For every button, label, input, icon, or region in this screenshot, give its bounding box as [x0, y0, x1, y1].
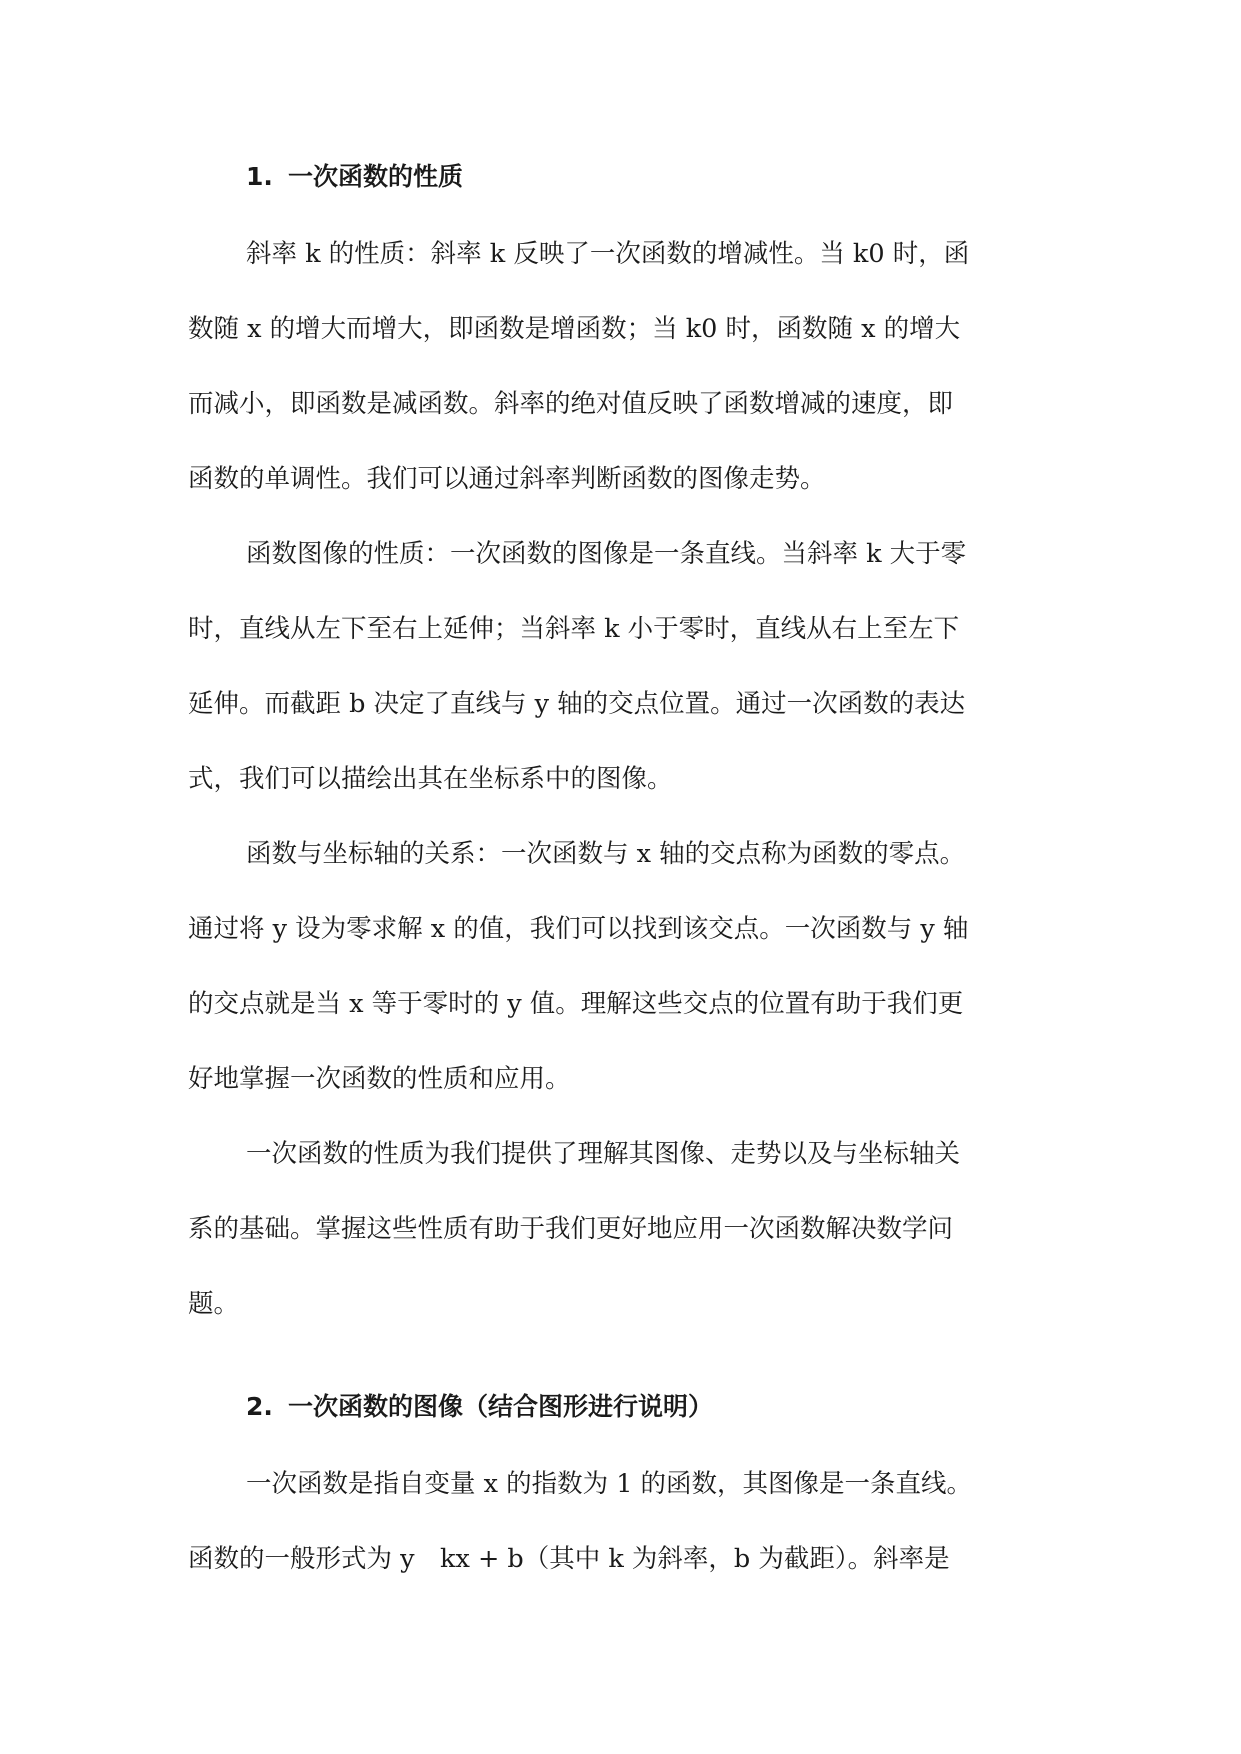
- paragraph-line: 函数的一般形式为 y kx + b（其中 k 为斜率，b 为截距）。斜率是: [188, 1544, 950, 1574]
- paragraph-graph-intro: [188, 1447, 1054, 1597]
- paragraph-line: 题。: [188, 1289, 240, 1319]
- section-1-title: 一次函数的性质: [288, 162, 464, 191]
- paragraph-line: 而减小，即函数是减函数。斜率的绝对值反映了函数增减的速度，即: [188, 389, 954, 419]
- paragraph-line: 时，直线从左下至右上延伸；当斜率 k 小于零时，直线从右上至左下: [188, 614, 960, 644]
- section-2-number: 2.: [246, 1392, 273, 1421]
- paragraph-line: 通过将 y 设为零求解 x 的值，我们可以找到该交点。一次函数与 y 轴: [188, 914, 969, 944]
- paragraph-line: 斜率 k 的性质：斜率 k 反映了一次函数的增减性。当 k0 时，函: [246, 239, 970, 269]
- paragraph-line: 延伸。而截距 b 决定了直线与 y 轴的交点位置。通过一次函数的表达: [188, 689, 966, 719]
- paragraph-line: 一次函数的性质为我们提供了理解其图像、走势以及与坐标轴关: [246, 1139, 961, 1169]
- paragraph-line: 系的基础。掌握这些性质有助于我们更好地应用一次函数解决数学问: [188, 1214, 954, 1244]
- paragraph-summary: [188, 1117, 1054, 1342]
- paragraph-line: 函数与坐标轴的关系：一次函数与 x 轴的交点称为函数的零点。: [246, 839, 966, 869]
- paragraph-line: 式，我们可以描绘出其在坐标系中的图像。: [188, 764, 673, 794]
- section-2-title: 一次函数的图像（结合图形进行说明）: [288, 1392, 714, 1421]
- paragraph-line: 函数的单调性。我们可以通过斜率判断函数的图像走势。: [188, 464, 826, 494]
- paragraph-line: 一次函数是指自变量 x 的指数为 1 的函数，其图像是一条直线。: [246, 1469, 973, 1499]
- section-2-heading: [188, 1382, 1054, 1432]
- paragraph-line: 的交点就是当 x 等于零时的 y 值。理解这些交点的位置有助于我们更: [188, 989, 964, 1019]
- paragraph-slope-property: [188, 217, 1054, 517]
- section-1-number: 1.: [246, 162, 273, 191]
- paragraph-line: 函数图像的性质：一次函数的图像是一条直线。当斜率 k 大于零: [246, 539, 967, 569]
- section-1-heading: [188, 152, 1054, 202]
- paragraph-line: 好地掌握一次函数的性质和应用。: [188, 1064, 571, 1094]
- paragraph-graph-property: [188, 517, 1054, 817]
- paragraph-line: 数随 x 的增大而增大，即函数是增函数；当 k0 时，函数随 x 的增大: [188, 314, 961, 344]
- document-page: [188, 148, 1054, 1597]
- paragraph-axis-relation: [188, 817, 1054, 1117]
